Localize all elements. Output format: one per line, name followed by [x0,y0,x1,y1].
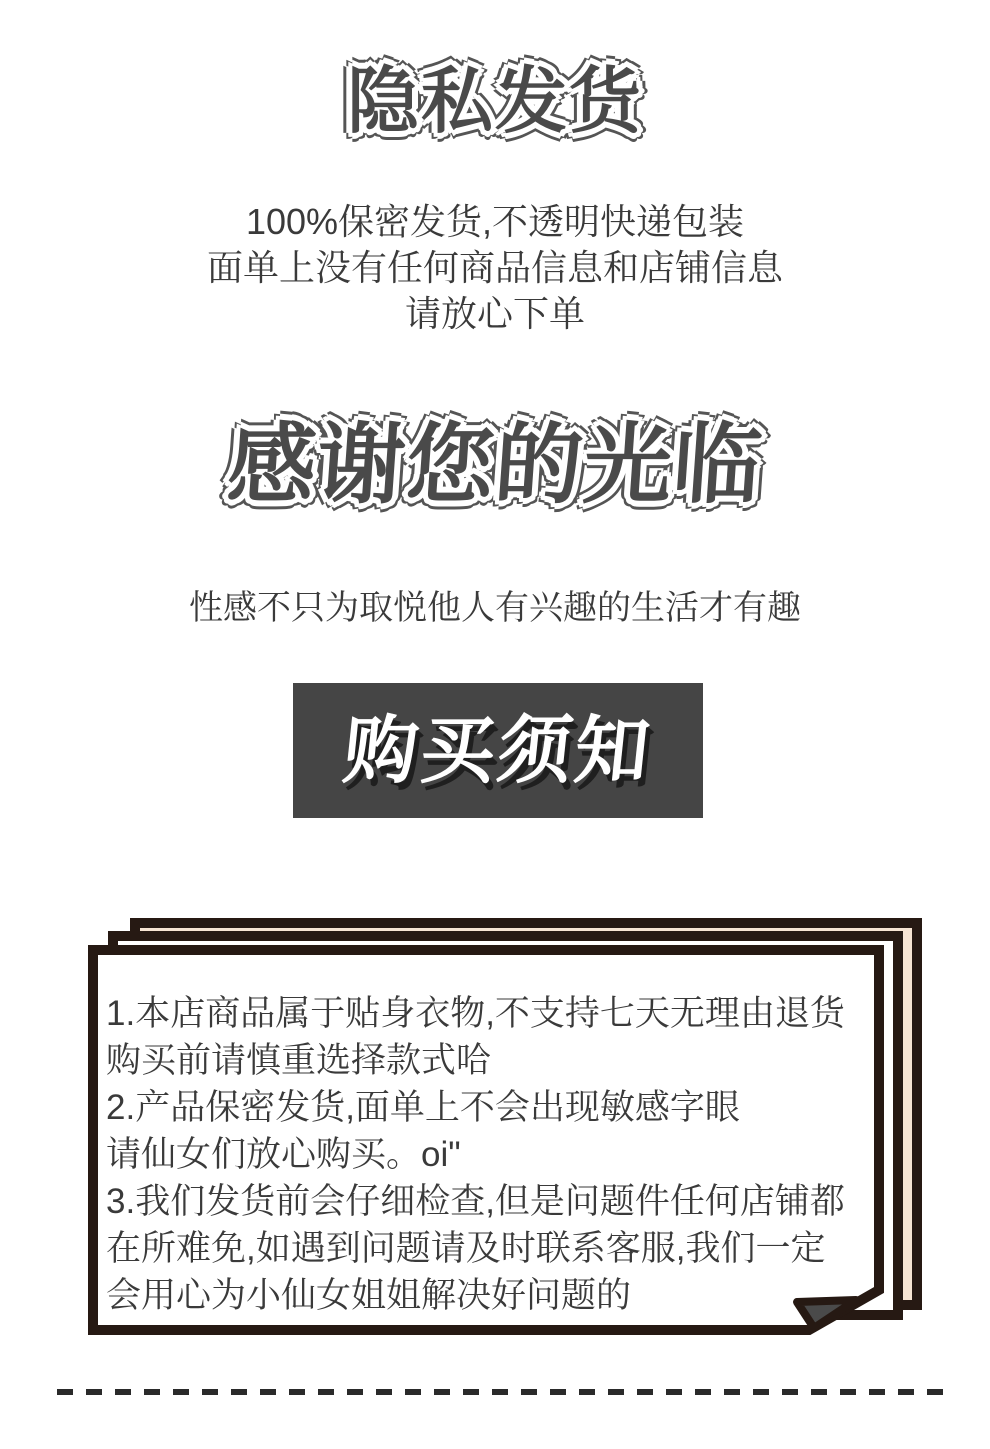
notice-text [106,990,874,1319]
purchase-notice-banner [293,683,703,818]
notice-line-5: 3.我们发货前会仔细检查,但是问题件任何店铺都 [106,1182,845,1221]
notice-line-1: 1.本店商品属于贴身衣物,不支持七天无理由退货 [106,994,845,1033]
privacy-shipping-title: 隐私发货 [346,62,643,142]
privacy-text-line-2: 面单上没有任何商品信息和店铺信息 [206,247,783,288]
notice-line-3: 2.产品保密发货,面单上不会出现敏感字眼 [106,1088,740,1127]
privacy-text-line-1: 100%保密发货,不透明快递包装 [245,201,745,242]
privacy-shipping-text [0,199,990,337]
notice-line-4: 请仙女们放心购买。oi" [106,1135,461,1174]
welcome-title: 感谢您的光临 [224,415,766,514]
privacy-text-line-3: 请放心下单 [404,293,585,334]
notice-line-6: 在所难免,如遇到问题请及时联系客服,我们一定 [106,1229,826,1268]
notice-line-2: 购买前请慎重选择款式哈 [106,1041,492,1080]
dashed-divider [57,1389,955,1395]
notice-card [88,918,922,1345]
welcome-subtitle: 性感不只为取悦他人有兴趣的生活才有趣 [189,589,801,627]
purchase-notice-banner-label: 购买须知 [339,708,657,792]
notice-line-7: 会用心为小仙女姐姐解决好问题的 [106,1276,632,1315]
